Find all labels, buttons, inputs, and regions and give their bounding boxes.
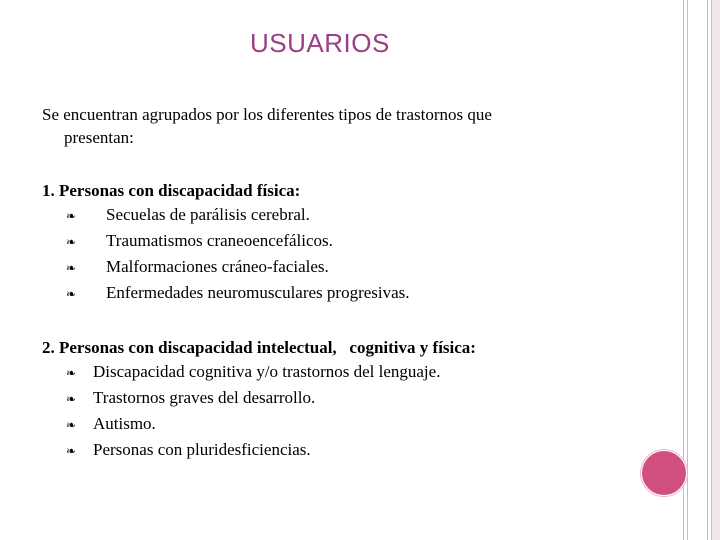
intro-paragraph <box>42 103 602 149</box>
leaf-bullet-icon: ❧ <box>66 261 77 275</box>
leaf-bullet-icon: ❧ <box>66 444 77 458</box>
list-item-text: Personas con pluridesficiencias. <box>93 440 311 459</box>
decorative-circle <box>641 450 687 496</box>
leaf-bullet-icon: ❧ <box>66 392 77 406</box>
leaf-bullet-icon: ❧ <box>66 209 77 223</box>
list-item <box>64 283 410 303</box>
section-heading: 1. Personas con discapacidad física: <box>42 181 301 200</box>
list-item-text: Malformaciones cráneo-faciales. <box>106 257 329 276</box>
list-item-text: Discapacidad cognitiva y/o trastornos del lenguaje. <box>93 362 441 381</box>
border-line <box>687 0 688 540</box>
leaf-bullet-icon: ❧ <box>66 418 77 432</box>
slide-title: USUARIOS <box>250 28 390 58</box>
leaf-bullet-icon: ❧ <box>66 366 77 380</box>
list-item <box>64 388 315 408</box>
leaf-bullet-icon: ❧ <box>66 235 77 249</box>
border-line <box>711 0 712 540</box>
section-heading: 2. Personas con discapacidad intelectual, cognitiva y física: <box>42 338 476 357</box>
list-item <box>64 257 329 277</box>
list-item-text: Autismo. <box>93 414 156 433</box>
list-item <box>64 414 156 434</box>
intro-line: presentan: <box>64 128 134 147</box>
list-item-text: Secuelas de parálisis cerebral. <box>106 205 310 224</box>
border-band <box>712 0 720 540</box>
list-item <box>64 440 311 460</box>
list-item-text: Traumatismos craneoencefálicos. <box>106 231 333 250</box>
leaf-bullet-icon: ❧ <box>66 287 77 301</box>
list-item-text: Enfermedades neuromusculares progresivas. <box>106 283 410 302</box>
border-line <box>683 0 684 540</box>
list-item <box>64 231 333 251</box>
intro-line: Se encuentran agrupados por los diferentes tipos de trastornos que <box>42 105 492 124</box>
list-item-text: Trastornos graves del desarrollo. <box>93 388 316 407</box>
border-line <box>707 0 708 540</box>
list-item <box>64 205 310 225</box>
list-item <box>64 362 440 382</box>
